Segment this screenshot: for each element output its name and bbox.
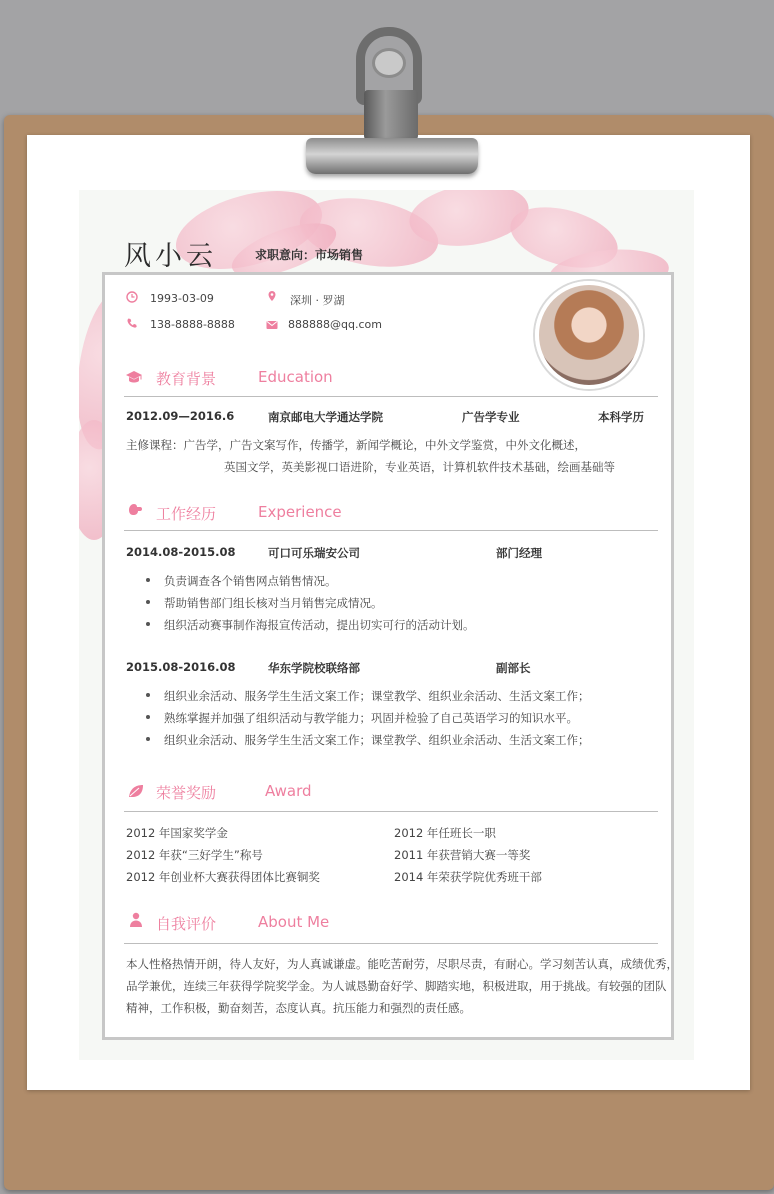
about-title-en: About Me (258, 913, 330, 931)
job-duty: 组织业余活动、服务学生生活文案工作；课堂教学、组织业余活动、生活文案工作； (164, 733, 590, 747)
award-title-en: Award (265, 782, 312, 800)
award-item: 2012 年任班长一职 (394, 826, 496, 840)
award-item: 2011 年获营销大赛一等奖 (394, 848, 531, 862)
about-title-cn: 自我评价 (156, 915, 217, 933)
job-period: 2014.08-2015.08 (126, 545, 236, 559)
award-title-cn: 荣誉奖励 (156, 784, 217, 802)
about-text: 本人性格热情开朗，待人友好，为人真诚谦虚。能吃苦耐劳，尽职尽责，有耐心。学习刻苦认真，成绩优秀， (126, 957, 678, 971)
education-title-cn: 教育背景 (156, 370, 217, 388)
clip-arm (364, 90, 418, 140)
leaf-icon (127, 783, 145, 799)
clip-base (306, 138, 478, 174)
email-text: 888888@qq.com (288, 318, 382, 331)
education-degree: 本科学历 (598, 410, 644, 424)
education-title-en: Education (258, 368, 333, 386)
job-duty: 帮助销售部门组长核对当月销售完成情况。 (164, 596, 383, 610)
bullet-dot (146, 715, 150, 719)
mail-icon (266, 319, 278, 331)
bullet-dot (146, 737, 150, 741)
education-school: 南京邮电大学通达学院 (268, 410, 383, 424)
job-duty: 熟练掌握并加强了组织活动与教学能力；巩固并检验了自己英语学习的知识水平。 (164, 711, 578, 725)
section-divider (124, 811, 658, 812)
education-major: 广告学专业 (462, 410, 520, 424)
job-role: 部门经理 (496, 546, 542, 560)
birth-date: 1993-03-09 (150, 292, 214, 305)
education-courses: 主修课程：广告学，广告文案写作，传播学，新闻学概论，中外文学鉴赏，中外文化概述， (126, 438, 586, 452)
hand-icon (126, 502, 144, 518)
about-text: 精神，工作积极，勤奋刻苦，态度认真。抗压能力和强烈的责任感。 (126, 1001, 471, 1015)
award-item: 2012 年获“三好学生”称号 (126, 848, 263, 862)
education-courses: 英国文学，英美影视口语进阶，专业英语，计算机软件技术基础，绘画基础等 (224, 460, 615, 474)
job-role: 副部长 (496, 661, 531, 675)
award-item: 2012 年国家奖学金 (126, 826, 228, 840)
bullet-dot (146, 622, 150, 626)
section-divider (124, 396, 658, 397)
job-duty: 组织业余活动、服务学生生活文案工作；课堂教学、组织业余活动、生活文案工作； (164, 689, 590, 703)
avatar (535, 281, 643, 389)
section-divider (124, 943, 658, 944)
location-icon (266, 290, 278, 302)
graduation-cap-icon (125, 369, 143, 385)
person-icon (127, 912, 145, 928)
job-duty: 组织活动赛事制作海报宣传活动，提出切实可行的活动计划。 (164, 618, 475, 632)
job-intent: 求职意向：市场销售 (255, 248, 364, 262)
phone-number: 138-8888-8888 (150, 318, 235, 331)
bullet-dot (146, 600, 150, 604)
bullet-dot (146, 693, 150, 697)
award-item: 2014 年荣获学院优秀班干部 (394, 870, 542, 884)
award-item: 2012 年创业杯大赛获得团体比赛铜奖 (126, 870, 320, 884)
job-company: 可口可乐瑞安公司 (268, 546, 360, 560)
clock-icon (126, 291, 138, 303)
clip-ring-hole (372, 48, 406, 78)
section-divider (124, 530, 658, 531)
about-text: 品学兼优，连续三年获得学院奖学金。为人诚恳勤奋好学、脚踏实地，积极进取，用于挑战。有较强的团队 (126, 979, 667, 993)
location-text: 深圳 · 罗湖 (290, 294, 345, 307)
experience-title-cn: 工作经历 (156, 505, 217, 523)
resume-name: 风小云 (124, 241, 217, 272)
job-duty: 负责调查各个销售网点销售情况。 (164, 574, 337, 588)
job-period: 2015.08-2016.08 (126, 660, 236, 674)
job-company: 华东学院校联络部 (268, 661, 360, 675)
education-period: 2012.09—2016.6 (126, 409, 235, 423)
experience-title-en: Experience (258, 503, 342, 521)
phone-icon (126, 317, 138, 329)
bullet-dot (146, 578, 150, 582)
